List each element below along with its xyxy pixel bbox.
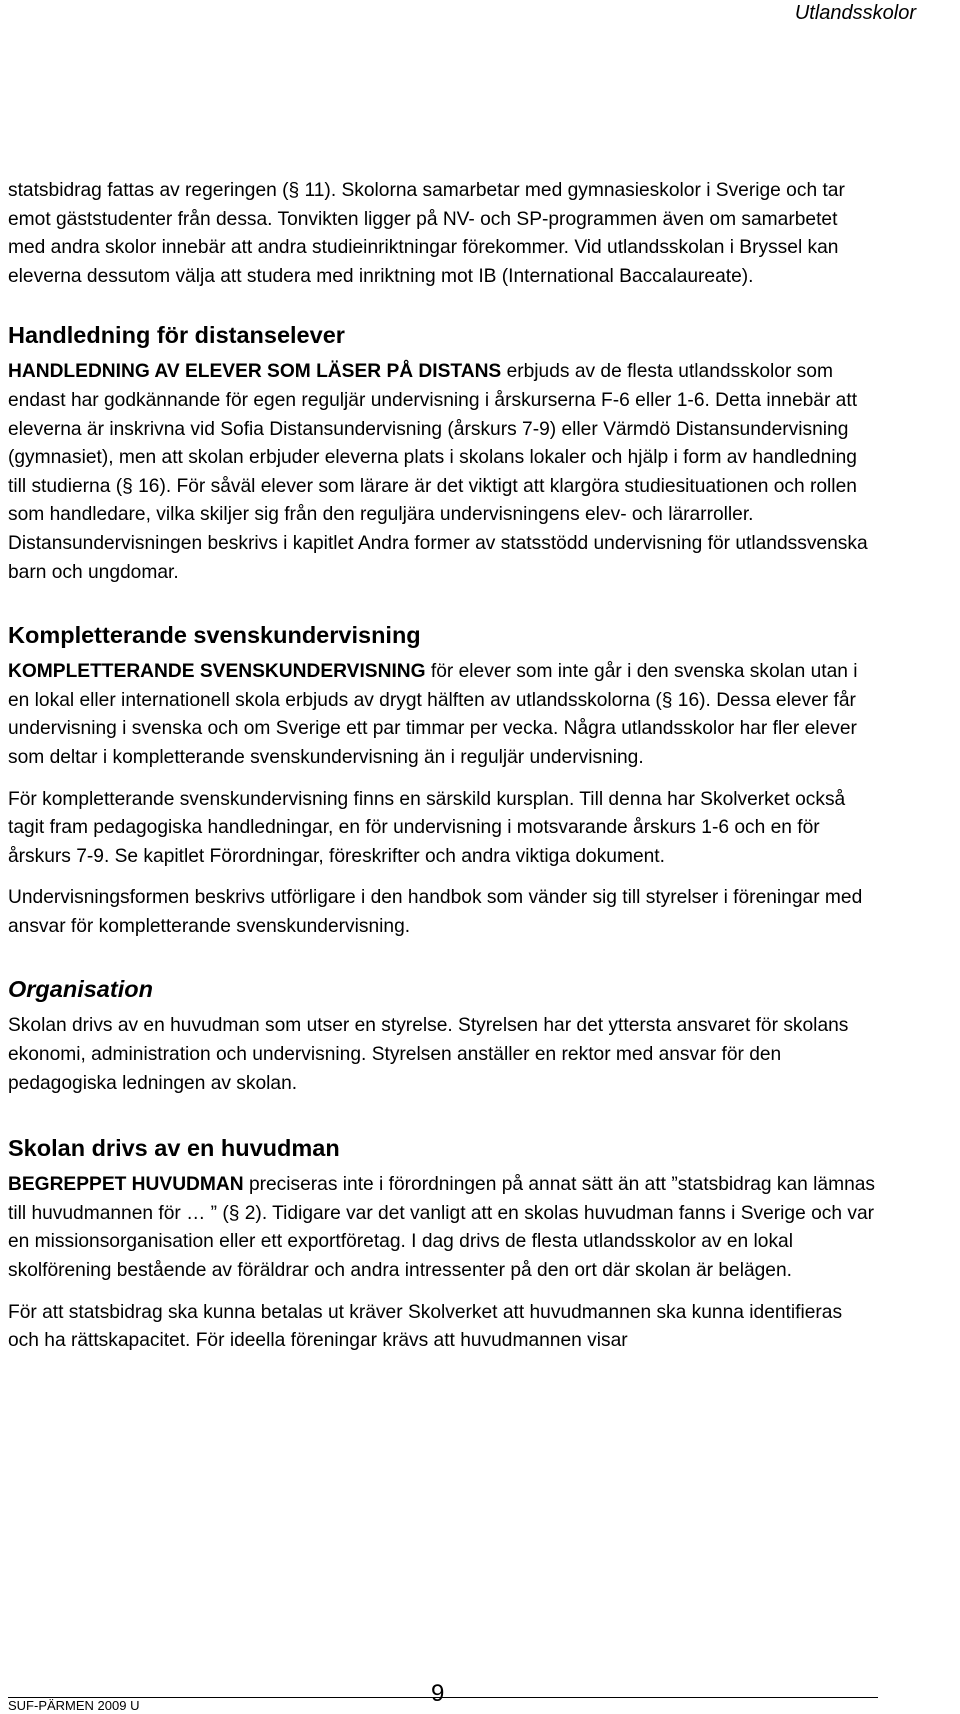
section-heading: Handledning för distanselever — [8, 322, 345, 349]
paragraph-text: för elever som inte går i den svenska skolan utan i en lokal eller internationell skola erbjuds av drygt hälften av utlandsskolorna (§ 16). Dessa elever får undervisning i svenska och om Sverige ett par timmar per vecka. Några utlandsskolor har fler elever som deltar i kompletterande svenskundervisning än i reguljär undervisning. — [8, 661, 858, 768]
section-paragraph: För att statsbidrag ska kunna betalas ut kräver Skolverket att huvudmannen ska kunna identifieras och ha rättskapacitet. För ideella föreningar krävs att huvudmannen visar — [8, 1301, 843, 1352]
footer-label: SUF-PÄRMEN 2009 U — [8, 1698, 140, 1713]
section-paragraph — [8, 358, 878, 587]
paragraph-text: preciseras inte i förordningen på annat sätt än att ”statsbidrag kan lämnas till huvudmannen för … ” (§ 2). Tidigare var det vanligt att en skolas huvudman fanns i Sverige och var en missionsorganisation eller ett exportföretag. I dag drivs de flesta utlandsskolor av en lokal skolförening bestående av föräldrar och andra intressenter på den ort där skolan är belägen. — [8, 1174, 876, 1282]
page-number: 9 — [431, 1680, 445, 1707]
section-paragraph — [8, 658, 878, 772]
section-heading: Skolan drivs av en huvudman — [8, 1135, 340, 1162]
term-caps: BEGREPPET HUVUDMAN — [8, 1174, 244, 1196]
term-caps: KOMPLETTERANDE SVENSKUNDERVISNING — [8, 661, 426, 683]
running-header-title: Utlandsskolor — [794, 2, 916, 24]
section-paragraph — [8, 1171, 878, 1285]
document-body — [8, 177, 878, 1356]
intro-paragraph: statsbidrag fattas av regeringen (§ 11). Skolorna samarbetar med gymnasieskolor i Sverige och tar emot gäststudenter från dessa. Tonvikten ligger på NV- och SP-programmen även om samarbetet med andra skolor innebär att andra studieinriktningar förekommer. Vid utlandsskolan i Bryssel kan eleverna dessutom välja att studera med inriktning mot IB (International Baccalaureate). — [8, 180, 845, 287]
section-distans — [8, 320, 878, 587]
section-organisation — [8, 974, 878, 1098]
section-huvudman — [8, 1133, 878, 1356]
paragraph-text: erbjuds av de flesta utlandsskolor som endast har godkännande för egen reguljär undervisning i årskurserna F-6 eller 1-6. Detta innebär att eleverna är inskrivna vid Sofia Distansundervisning (årskurs 7-9) eller Värmdö Distansundervisning (gymnasiet), men att skolan erbjuder eleverna plats i skolans lokaler och hjälp i form av handledning till studierna (§ 16). För såväl elever som lärare är det viktigt att klargöra studiesituationen och rollen som handledare, vilka skiljer sig från den reguljära undervisningens elev- och lärarroller. Distansundervisningen beskrivs i kapitlet Andra former av statsstödd undervisning för utlandssvenska barn och ungdomar. — [8, 361, 868, 583]
section-paragraph: Undervisningsformen beskrivs utförligare i den handbok som vänder sig till styrelser i föreningar med ansvar för kompletterande svenskundervisning. — [8, 887, 863, 937]
section-paragraph: För kompletterande svenskundervisning finns en särskild kursplan. Till denna har Skolverket också tagit fram pedagogiska handledningar, en för undervisning i motsvarande årskurs 1-6 och en för årskurs 7-9. Se kapitlet Förordningar, föreskrifter och andra viktiga dokument. — [8, 788, 846, 867]
section-heading: Organisation — [8, 976, 153, 1003]
term-caps: HANDLEDNING AV ELEVER SOM LÄSER PÅ DISTANS — [8, 361, 502, 383]
section-komplett — [8, 620, 878, 941]
section-heading: Kompletterande svenskundervisning — [8, 622, 421, 649]
section-paragraph: Skolan drivs av en huvudman som utser en styrelse. Styrelsen har det yttersta ansvaret för skolans ekonomi, administration och undervisning. Styrelsen anställer en rektor med ansvar för den pedagogiska ledningen av skolan. — [8, 1015, 849, 1094]
